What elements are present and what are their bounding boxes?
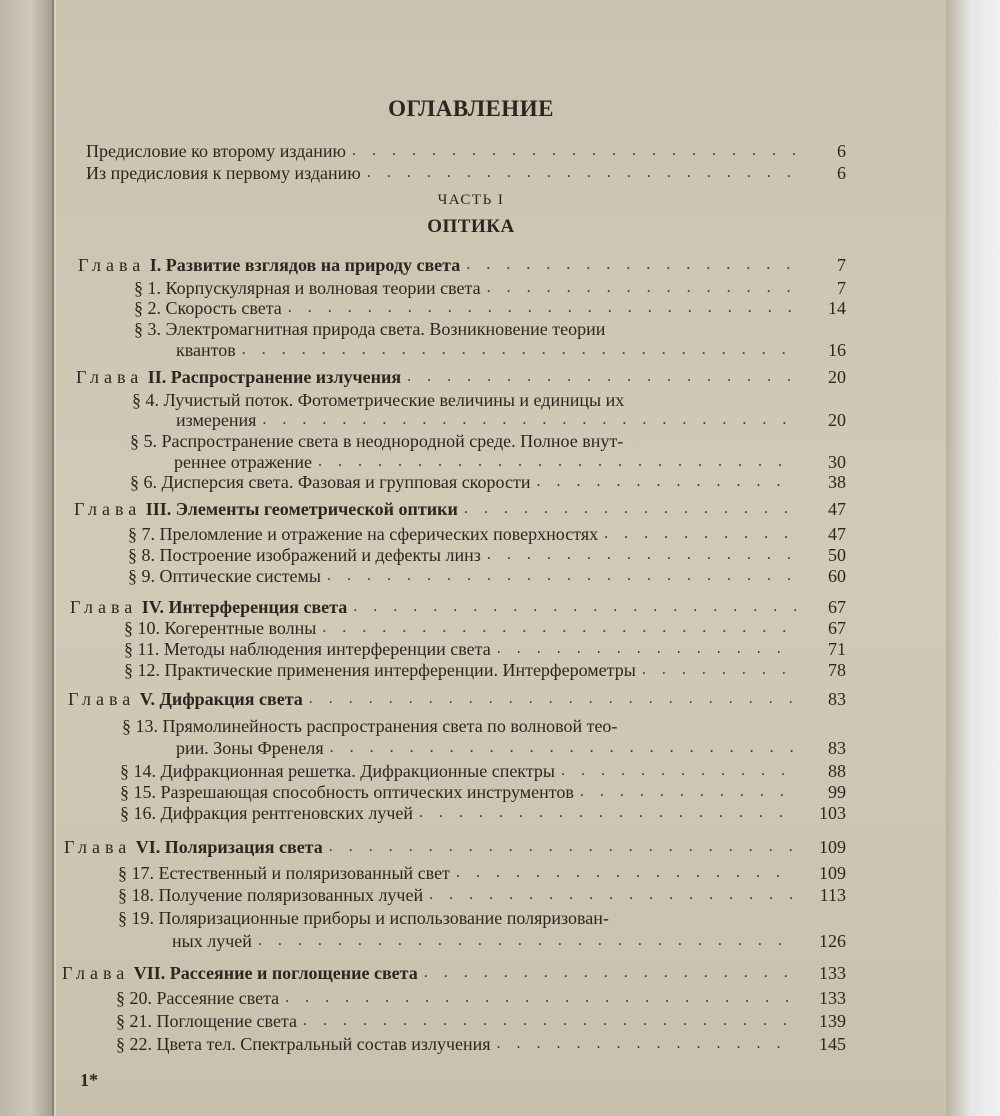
- dot-leader: [303, 1010, 796, 1032]
- toc-section-entry: [120, 781, 846, 803]
- page-number: 6: [837, 163, 846, 183]
- page-number: 113: [819, 885, 846, 905]
- dot-leader: [497, 1033, 796, 1055]
- toc-section-entry: [128, 523, 846, 545]
- toc-section-continuation: [176, 339, 846, 361]
- chapter-prefix: Глава: [70, 597, 138, 617]
- toc-chapter-entry: [78, 254, 846, 276]
- dot-leader: [604, 523, 796, 545]
- toc-section-entry: [124, 638, 846, 660]
- toc-preface-entry: [86, 140, 846, 162]
- dot-leader: [487, 277, 796, 299]
- toc-section-entry: [130, 430, 623, 452]
- chapter-prefix: Глава: [78, 255, 146, 275]
- section-title: Поглощение света: [156, 1011, 298, 1031]
- dot-leader: [536, 471, 796, 493]
- toc-chapter-entry: [62, 962, 846, 984]
- left-page-edge: [0, 0, 54, 1116]
- section-title: Цвета тел. Спектральный состав излучения: [156, 1034, 491, 1054]
- dot-leader: [487, 544, 796, 566]
- page-number: 139: [819, 1011, 846, 1031]
- page-number: 78: [828, 660, 846, 680]
- section-number: § 4.: [132, 390, 159, 410]
- section-title: Преломление и отражение на сферических поверхностях: [159, 524, 599, 544]
- chapter-prefix: Глава: [76, 367, 144, 387]
- page-number: 83: [828, 689, 846, 709]
- section-number: § 2.: [134, 298, 161, 318]
- dot-leader: [353, 596, 796, 618]
- section-title: Корпускулярная и волновая теории света: [165, 278, 481, 298]
- section-number: § 13.: [122, 716, 158, 736]
- section-title-continued: реннее отражение: [174, 452, 313, 472]
- page-number: 126: [819, 931, 846, 951]
- toc-section-entry: [132, 389, 624, 411]
- section-title: Прямолинейность распространения света по волновой тео-: [162, 716, 618, 736]
- toc-section-entry: [116, 1010, 846, 1032]
- page-number: 47: [828, 524, 846, 544]
- toc-section-entry: [134, 297, 846, 319]
- page-number: 109: [819, 863, 846, 883]
- section-number: § 19.: [118, 908, 154, 928]
- toc-section-continuation: [172, 930, 846, 952]
- section-number: § 3.: [134, 319, 161, 339]
- toc-section-entry: [128, 544, 846, 566]
- section-title: Оптические системы: [159, 566, 321, 586]
- chapter-title: II. Распространение излучения: [147, 367, 402, 387]
- page-number: 16: [828, 340, 846, 360]
- toc-section-entry: [118, 862, 846, 884]
- page-number: 20: [828, 410, 846, 430]
- toc-section-continuation: [176, 409, 846, 431]
- page-number: 71: [828, 639, 846, 659]
- section-number: § 11.: [124, 639, 160, 659]
- section-number: § 12.: [124, 660, 160, 680]
- page-number: 7: [837, 278, 846, 298]
- toc-section-entry: [118, 907, 609, 929]
- page-number: 103: [819, 803, 846, 823]
- toc-chapter-entry: [70, 596, 846, 618]
- page-number: 20: [828, 367, 846, 387]
- toc-section-entry: [120, 802, 846, 824]
- page-number: 109: [819, 837, 846, 857]
- dot-leader: [497, 638, 796, 660]
- section-title: Электромагнитная природа света. Возникновение теории: [165, 319, 606, 339]
- section-number: § 17.: [118, 863, 154, 883]
- toc-section-entry: [130, 471, 846, 493]
- toc-section-entry: [134, 277, 846, 299]
- dot-leader: [329, 836, 796, 858]
- dot-leader: [456, 862, 796, 884]
- section-title: Поляризационные приборы и использование поляризован-: [158, 908, 609, 928]
- dot-leader: [352, 140, 796, 162]
- section-number: § 9.: [128, 566, 155, 586]
- section-title: Когерентные волны: [164, 618, 317, 638]
- toc-chapter-entry: [74, 498, 846, 520]
- chapter-prefix: Глава: [68, 689, 136, 709]
- section-number: § 10.: [124, 618, 160, 638]
- section-title: Построение изображений и дефекты линз: [159, 545, 481, 565]
- section-number: § 5.: [130, 431, 157, 451]
- toc-section-continuation: [176, 737, 846, 759]
- chapter-title: IV. Интерференция света: [141, 597, 348, 617]
- section-number: § 16.: [120, 803, 156, 823]
- toc-section-entry: [122, 715, 617, 737]
- section-title-continued: рии. Зоны Френеля: [176, 738, 324, 758]
- dot-leader: [327, 565, 796, 587]
- toc-section-entry: [128, 565, 846, 587]
- toc-section-entry: [116, 987, 846, 1009]
- page-number: 99: [828, 782, 846, 802]
- page-number: 38: [828, 472, 846, 492]
- signature-mark: 1*: [80, 1070, 98, 1090]
- toc-section-entry: [134, 318, 605, 340]
- chapter-prefix: Глава: [64, 837, 132, 857]
- dot-leader: [322, 617, 796, 639]
- dot-leader: [285, 987, 796, 1009]
- section-title: Разрешающая способность оптических инструментов: [160, 782, 574, 802]
- section-title-continued: ных лучей: [172, 931, 252, 951]
- page-number: 60: [828, 566, 846, 586]
- section-title: Распространение света в неоднородной среде. Полное внут-: [161, 431, 624, 451]
- page-number: 67: [828, 618, 846, 638]
- part-name: ОПТИКА: [427, 216, 515, 237]
- page-number: 133: [819, 963, 846, 983]
- section-number: § 14.: [120, 761, 156, 781]
- page-number: 7: [837, 255, 846, 275]
- book-page: [56, 0, 946, 1116]
- dot-leader: [262, 409, 796, 431]
- dot-leader: [580, 781, 796, 803]
- page-number: 133: [819, 988, 846, 1008]
- toc-section-entry: [118, 884, 846, 906]
- toc-section-entry: [120, 760, 846, 782]
- toc-section-continuation: [174, 451, 846, 473]
- dot-leader: [466, 254, 796, 276]
- toc-chapter-entry: [76, 366, 846, 388]
- toc-section-entry: [124, 659, 846, 681]
- section-number: § 18.: [118, 885, 154, 905]
- section-title: Рассеяние света: [156, 988, 280, 1008]
- page-number: 6: [837, 141, 846, 161]
- page-number: 47: [828, 499, 846, 519]
- chapter-prefix: Глава: [74, 499, 142, 519]
- dot-leader: [424, 962, 796, 984]
- entry-label: Из предисловия к первому изданию: [86, 163, 361, 183]
- page-title: ОГЛАВЛЕНИЕ: [388, 96, 554, 121]
- dot-leader: [561, 760, 796, 782]
- page-number: 83: [828, 738, 846, 758]
- section-title: Дифракционная решетка. Дифракционные спектры: [160, 761, 555, 781]
- dot-leader: [288, 297, 796, 319]
- page-number: 145: [819, 1034, 846, 1054]
- dot-leader: [242, 339, 796, 361]
- chapter-prefix: Глава: [62, 963, 130, 983]
- section-title: Дисперсия света. Фазовая и групповая скорости: [161, 472, 531, 492]
- part-number: ЧАСТЬ I: [437, 192, 505, 208]
- dot-leader: [318, 451, 796, 473]
- section-title: Естественный и поляризованный свет: [158, 863, 450, 883]
- section-number: § 7.: [128, 524, 155, 544]
- section-number: § 21.: [116, 1011, 152, 1031]
- dot-leader: [407, 366, 796, 388]
- section-number: § 8.: [128, 545, 155, 565]
- dot-leader: [309, 688, 796, 710]
- page-number: 30: [828, 452, 846, 472]
- chapter-title: VII. Рассеяние и поглощение света: [133, 963, 418, 983]
- toc-chapter-entry: [68, 688, 846, 710]
- dot-leader: [330, 737, 796, 759]
- section-number: § 22.: [116, 1034, 152, 1054]
- section-title: Практические применения интерференции. Интерферометры: [164, 660, 636, 680]
- section-title: Методы наблюдения интерференции света: [163, 639, 491, 659]
- dot-leader: [258, 930, 796, 952]
- chapter-title: VI. Поляризация света: [135, 837, 323, 857]
- section-title: Дифракция рентгеновских лучей: [160, 803, 414, 823]
- dot-leader: [464, 498, 796, 520]
- toc-preface-entry: [86, 162, 846, 184]
- section-number: § 6.: [130, 472, 157, 492]
- entry-label: Предисловие ко второму изданию: [86, 141, 346, 161]
- section-number: § 15.: [120, 782, 156, 802]
- page-number: 67: [828, 597, 846, 617]
- page-number: 50: [828, 545, 846, 565]
- toc-section-entry: [124, 617, 846, 639]
- dot-leader: [429, 884, 796, 906]
- dot-leader: [642, 659, 796, 681]
- section-title: Получение поляризованных лучей: [158, 885, 424, 905]
- toc-chapter-entry: [64, 836, 846, 858]
- chapter-title: III. Элементы геометрической оптики: [145, 499, 458, 519]
- section-number: § 1.: [134, 278, 161, 298]
- dot-leader: [367, 162, 796, 184]
- dot-leader: [419, 802, 796, 824]
- section-title-continued: измерения: [176, 410, 257, 430]
- chapter-title: I. Развитие взглядов на природу света: [149, 255, 461, 275]
- section-number: § 20.: [116, 988, 152, 1008]
- page-edge-background: [946, 0, 1000, 1116]
- section-title-continued: квантов: [176, 340, 236, 360]
- page-number: 88: [828, 761, 846, 781]
- section-title: Лучистый поток. Фотометрические величины и единицы их: [163, 390, 625, 410]
- page-number: 14: [828, 298, 846, 318]
- chapter-title: V. Дифракция света: [139, 689, 303, 709]
- section-title: Скорость света: [165, 298, 282, 318]
- toc-section-entry: [116, 1033, 846, 1055]
